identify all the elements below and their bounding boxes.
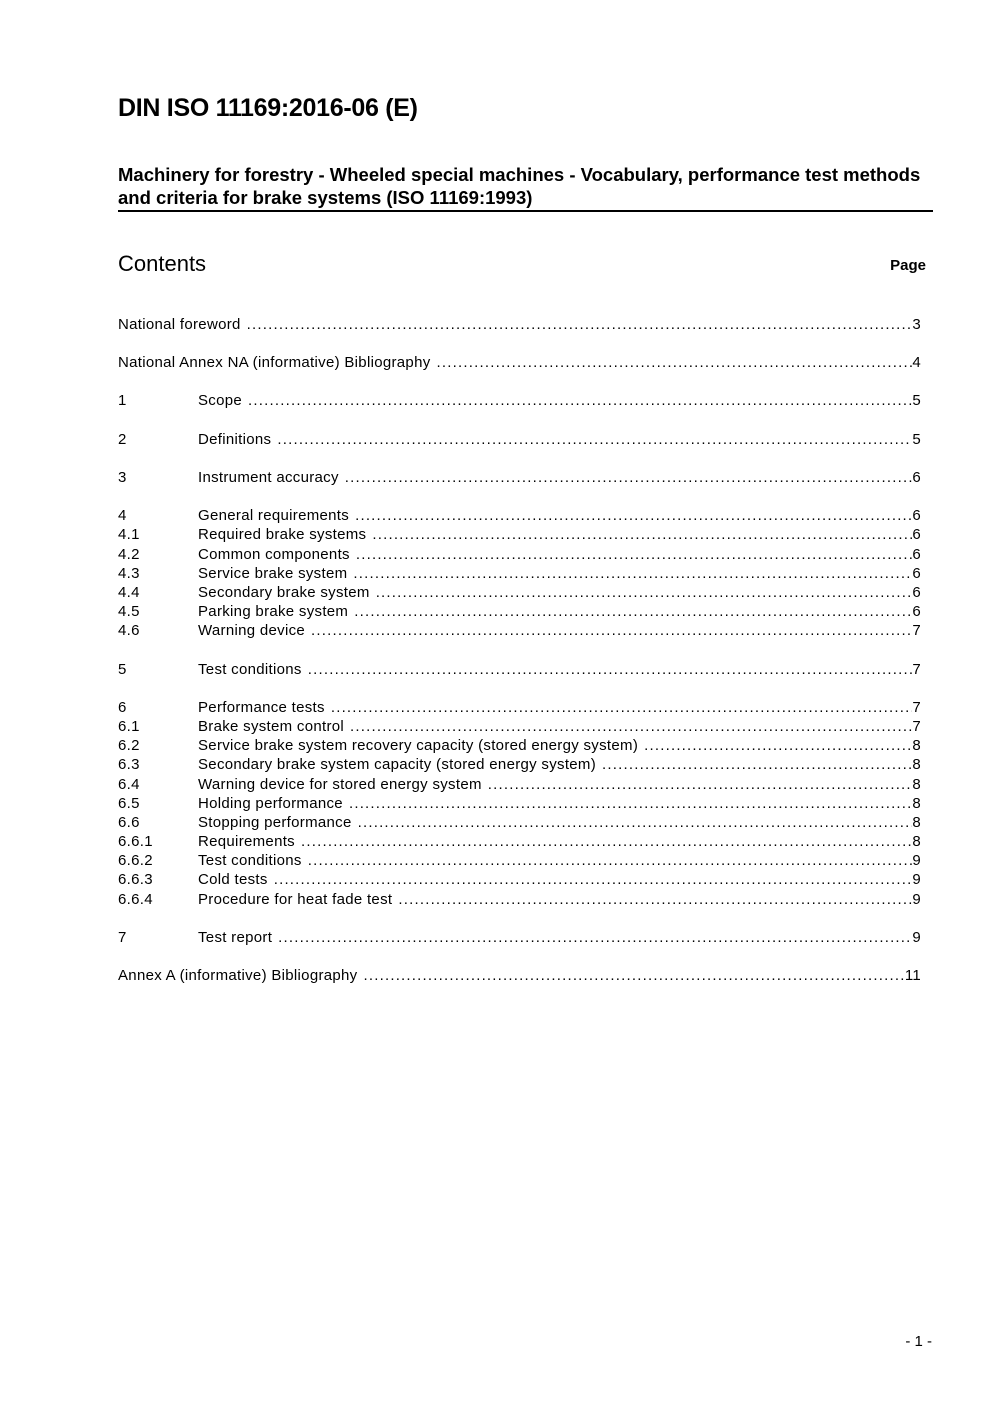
toc-entry-number: 6.5: [118, 795, 140, 812]
toc-entry[interactable]: [118, 431, 921, 450]
toc-entry[interactable]: [118, 354, 921, 373]
toc-entry-title: Service brake system recovery capacity (stored energy system): [198, 737, 639, 754]
toc-dot-leader: [644, 737, 912, 754]
toc-entry[interactable]: [118, 316, 921, 335]
toc-entry-title: Scope: [198, 392, 243, 409]
toc-entry-page: 8: [912, 737, 921, 754]
toc-entry-page: 8: [912, 795, 921, 812]
toc-entry[interactable]: [118, 526, 921, 545]
toc-entry[interactable]: [118, 718, 921, 737]
toc-entry-title: Test conditions: [198, 661, 302, 678]
toc-entry-title: Secondary brake system: [198, 584, 370, 601]
toc-entry[interactable]: [118, 967, 921, 986]
toc-entry-number: 6.6.3: [118, 871, 153, 888]
toc-entry-title: Warning device: [198, 622, 306, 639]
toc-entry[interactable]: [118, 392, 921, 411]
toc-entry-page: 8: [912, 776, 921, 793]
toc-entry-page: 7: [912, 622, 921, 639]
toc-entry-page: 8: [912, 814, 921, 831]
toc-entry[interactable]: [118, 546, 921, 565]
toc-entry-page: 3: [912, 316, 921, 333]
toc-entry-title: Required brake systems: [198, 526, 367, 543]
toc-dot-leader: [308, 661, 913, 678]
toc-entry-page: 6: [912, 565, 921, 582]
toc-entry[interactable]: [118, 871, 921, 890]
toc-dot-leader: [308, 852, 913, 869]
toc-dot-leader: [353, 565, 912, 582]
toc-entry-number: 4.6: [118, 622, 140, 639]
toc-dot-leader: [248, 392, 912, 409]
toc-entry[interactable]: [118, 891, 921, 910]
toc-entry-page: 5: [912, 431, 921, 448]
toc-entry[interactable]: [118, 622, 921, 641]
toc-dot-leader: [331, 699, 913, 716]
toc-dot-leader: [356, 546, 913, 563]
toc-entry-page: 6: [912, 507, 921, 524]
toc-dot-leader: [355, 507, 912, 524]
toc-entry-number: 6.3: [118, 756, 140, 773]
toc-dot-leader: [247, 316, 913, 333]
toc-entry-number: 4: [118, 507, 127, 524]
toc-entry-title: Definitions: [198, 431, 272, 448]
toc-entry[interactable]: [118, 776, 921, 795]
toc-entry-number: 4.3: [118, 565, 140, 582]
toc-dot-leader: [349, 795, 912, 812]
toc-entry-number: 6.1: [118, 718, 140, 735]
toc-entry-title: Stopping performance: [198, 814, 352, 831]
toc-entry[interactable]: [118, 469, 921, 488]
toc-entry-page: 8: [912, 833, 921, 850]
toc-entry-number: 4.1: [118, 526, 140, 543]
toc-entry[interactable]: [118, 814, 921, 833]
toc-entry-page: 4: [912, 354, 921, 371]
toc-entry-title: Annex A (informative) Bibliography: [118, 967, 358, 984]
toc-entry-title: Brake system control: [198, 718, 345, 735]
toc-dot-leader: [602, 756, 912, 773]
toc-dot-leader: [376, 584, 913, 601]
toc-dot-leader: [301, 833, 912, 850]
toc-entry-number: 6.6.4: [118, 891, 153, 908]
toc-dot-leader: [277, 431, 912, 448]
toc-entry-title: Instrument accuracy: [198, 469, 339, 486]
toc-entry[interactable]: [118, 737, 921, 756]
toc-entry-title: National foreword: [118, 316, 241, 333]
toc-entry-number: 6: [118, 699, 127, 716]
toc-entry-page: 6: [912, 469, 921, 486]
toc-dot-leader: [350, 718, 912, 735]
document-subtitle: Machinery for forestry - Wheeled special machines - Vocabulary, performance test methods and criteria for brake systems (ISO 11169:1993): [118, 163, 933, 212]
toc-dot-leader: [278, 929, 912, 946]
toc-dot-leader: [372, 526, 912, 543]
toc-entry-page: 9: [912, 871, 921, 888]
contents-heading: Contents: [118, 251, 207, 276]
toc-entry-page: 6: [912, 603, 921, 620]
toc-dot-leader: [437, 354, 913, 371]
toc-entry-title: Secondary brake system capacity (stored energy system): [198, 756, 597, 773]
toc-entry-page: 6: [912, 584, 921, 601]
toc-entry-title: Performance tests: [198, 699, 325, 716]
toc-entry-title: Test report: [198, 929, 273, 946]
toc-entry[interactable]: [118, 584, 921, 603]
toc-entry-number: 4.2: [118, 546, 140, 563]
toc-entry-title: Cold tests: [198, 871, 268, 888]
document-title: DIN ISO 11169:2016-06 (E): [118, 94, 418, 122]
toc-dot-leader: [398, 891, 912, 908]
toc-entry-title: Test conditions: [198, 852, 302, 869]
toc-entry-number: 6.6.1: [118, 833, 153, 850]
page-number: - 1 -: [905, 1333, 932, 1350]
toc-entry-title: Requirements: [198, 833, 295, 850]
toc-entry-page: 7: [912, 718, 921, 735]
toc-entry-page: 7: [912, 661, 921, 678]
toc-entry[interactable]: [118, 852, 921, 871]
toc-entry-page: 9: [912, 891, 921, 908]
toc-entry-page: 9: [912, 852, 921, 869]
toc-entry[interactable]: [118, 833, 921, 852]
toc-entry-number: 6.6.2: [118, 852, 153, 869]
toc-entry-title: Warning device for stored energy system: [198, 776, 482, 793]
toc-dot-leader: [488, 776, 913, 793]
toc-dot-leader: [354, 603, 912, 620]
toc-entry[interactable]: [118, 929, 921, 948]
toc-entry[interactable]: [118, 507, 921, 526]
toc-entry-number: 5: [118, 661, 127, 678]
toc-entry-title: General requirements: [198, 507, 350, 524]
toc-dot-leader: [363, 967, 904, 984]
toc-entry-number: 4.5: [118, 603, 140, 620]
toc-dot-leader: [345, 469, 913, 486]
toc-entry-number: 6.4: [118, 776, 140, 793]
toc-entry-title: Holding performance: [198, 795, 343, 812]
toc-dot-leader: [311, 622, 912, 639]
toc-entry-number: 2: [118, 431, 127, 448]
toc-dot-leader: [274, 871, 913, 888]
toc-entry-number: 6.6: [118, 814, 140, 831]
toc-entry-title: Parking brake system: [198, 603, 349, 620]
toc-entry-page: 8: [912, 756, 921, 773]
toc-entry-number: 3: [118, 469, 127, 486]
toc-entry[interactable]: [118, 699, 921, 718]
toc-entry-title: Common components: [198, 546, 350, 563]
toc-entry[interactable]: [118, 661, 921, 680]
toc-entry-page: 7: [912, 699, 921, 716]
toc-entry-number: 7: [118, 929, 127, 946]
toc-entry-title: Procedure for heat fade test: [198, 891, 393, 908]
page-column-label: Page: [890, 257, 926, 274]
toc-entry[interactable]: [118, 795, 921, 814]
toc-entry[interactable]: [118, 603, 921, 622]
toc-entry-page: 6: [912, 526, 921, 543]
toc-entry-page: 5: [912, 392, 921, 409]
toc-entry-page: 9: [912, 929, 921, 946]
toc-entry-title: National Annex NA (informative) Bibliography: [118, 354, 431, 371]
toc-entry[interactable]: [118, 565, 921, 584]
toc-entry-number: 4.4: [118, 584, 140, 601]
toc-dot-leader: [358, 814, 913, 831]
toc-entry-page: 6: [912, 546, 921, 563]
toc-entry[interactable]: [118, 756, 921, 775]
toc-entry-number: 6.2: [118, 737, 140, 754]
toc-entry-number: 1: [118, 392, 127, 409]
toc-entry-title: Service brake system: [198, 565, 348, 582]
toc-entry-page: 11: [904, 967, 921, 984]
